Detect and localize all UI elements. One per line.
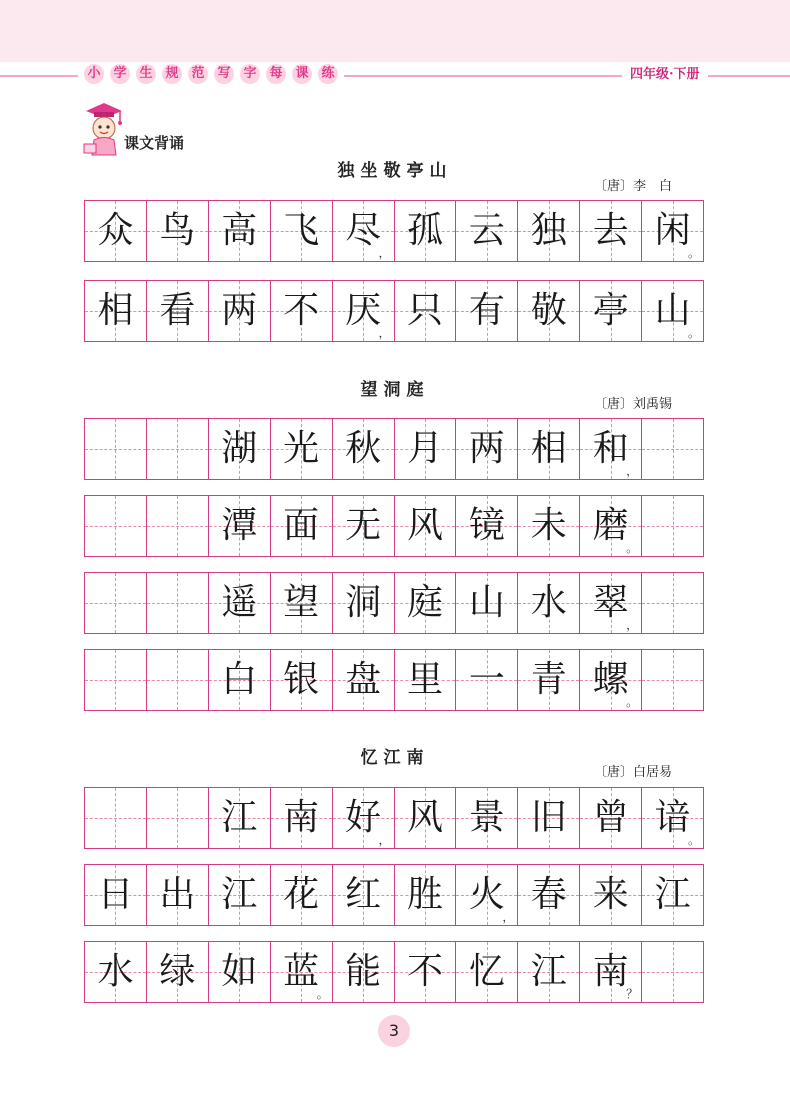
punctuation-mark: ， <box>626 464 639 478</box>
grid-cell <box>85 201 147 261</box>
grid-cell <box>456 201 518 261</box>
hanzi-char: 亭 <box>592 290 629 331</box>
grid-cell <box>209 942 271 1002</box>
grid-cell <box>518 201 580 261</box>
grid-cell <box>85 281 147 341</box>
hanzi-char: 镜 <box>468 505 505 546</box>
grid-cell <box>642 496 703 556</box>
grid-cell <box>456 496 518 556</box>
grid-cell <box>456 650 518 710</box>
punctuation-mark: 。 <box>688 246 701 260</box>
grid-cell <box>642 573 703 633</box>
hanzi-char: 出 <box>159 874 196 915</box>
grid-cell <box>395 865 457 925</box>
hanzi-char: 花 <box>283 874 320 915</box>
hanzi-char: 众 <box>97 210 134 251</box>
grid-cell <box>271 865 333 925</box>
grid-cell <box>209 419 271 479</box>
grid-cell <box>580 201 642 261</box>
series-title-char: 字 <box>240 64 260 84</box>
series-title-char: 生 <box>136 64 156 84</box>
hanzi-char: 里 <box>406 659 443 700</box>
hanzi-char: 景 <box>468 797 505 838</box>
grid-cell <box>147 788 209 848</box>
hanzi-char: 胜 <box>406 874 443 915</box>
hanzi-char: 忆 <box>468 951 505 992</box>
hanzi-char: 曾 <box>592 797 629 838</box>
grid-cell <box>271 942 333 1002</box>
hanzi-char: 飞 <box>283 210 320 251</box>
hanzi-char: 谙 <box>654 797 691 838</box>
writing-grid-row <box>84 864 704 926</box>
grid-cell <box>518 573 580 633</box>
grid-cell <box>456 942 518 1002</box>
hanzi-char: 独 <box>530 210 567 251</box>
grid-cell <box>642 788 703 848</box>
writing-grid-row <box>84 200 704 262</box>
hanzi-char: 鸟 <box>159 210 196 251</box>
grid-cell <box>580 573 642 633</box>
grid-cell <box>395 942 457 1002</box>
grid-cell <box>518 942 580 1002</box>
punctuation-mark: 。 <box>626 695 639 709</box>
grid-cell <box>85 573 147 633</box>
scholar-boy-mascot-icon <box>80 100 124 158</box>
hanzi-char: 磨 <box>592 505 629 546</box>
series-title-char: 规 <box>162 64 182 84</box>
grid-cell <box>456 865 518 925</box>
hanzi-char: 江 <box>221 797 258 838</box>
hanzi-char: 螺 <box>592 659 629 700</box>
hanzi-char: 望 <box>283 582 320 623</box>
section-label: 课文背诵 <box>124 134 185 152</box>
hanzi-char: 绿 <box>159 951 196 992</box>
grid-cell <box>580 788 642 848</box>
grid-cell <box>642 281 703 341</box>
grid-cell <box>395 419 457 479</box>
hanzi-char: 尽 <box>345 210 382 251</box>
grid-cell <box>209 788 271 848</box>
grid-cell <box>147 573 209 633</box>
hanzi-char: 风 <box>406 797 443 838</box>
poem-author: 〔唐〕白居易 <box>594 765 673 780</box>
hanzi-char: 和 <box>592 428 629 469</box>
grid-cell <box>271 496 333 556</box>
grid-cell <box>580 650 642 710</box>
grid-cell <box>209 281 271 341</box>
grid-cell <box>395 281 457 341</box>
grid-cell <box>518 650 580 710</box>
hanzi-char: 只 <box>406 290 443 331</box>
grid-cell <box>333 865 395 925</box>
grid-cell <box>333 650 395 710</box>
grid-cell <box>456 788 518 848</box>
punctuation-mark: 。 <box>626 541 639 555</box>
hanzi-char: 水 <box>97 951 134 992</box>
punctuation-mark: ， <box>378 833 391 847</box>
hanzi-char: 相 <box>530 428 567 469</box>
hanzi-char: 青 <box>530 659 567 700</box>
series-title-char: 范 <box>188 64 208 84</box>
writing-grid-row <box>84 649 704 711</box>
grid-cell <box>147 281 209 341</box>
grid-cell <box>395 788 457 848</box>
grid-cell <box>456 573 518 633</box>
series-title-char: 练 <box>318 64 338 84</box>
grid-cell <box>518 281 580 341</box>
series-title <box>78 64 344 86</box>
grid-cell <box>209 201 271 261</box>
grid-cell <box>518 865 580 925</box>
hanzi-char: 秋 <box>345 428 382 469</box>
grid-cell <box>395 650 457 710</box>
hanzi-char: 相 <box>97 290 134 331</box>
grid-cell <box>147 419 209 479</box>
grid-cell <box>85 942 147 1002</box>
grid-cell <box>333 201 395 261</box>
hanzi-char: 如 <box>221 951 258 992</box>
writing-grid-row <box>84 495 704 557</box>
hanzi-char: 山 <box>654 290 691 331</box>
series-title-char: 写 <box>214 64 234 84</box>
grid-cell <box>209 865 271 925</box>
grid-cell <box>518 419 580 479</box>
series-title-char: 课 <box>292 64 312 84</box>
hanzi-char: 旧 <box>530 797 567 838</box>
poem-title: 望洞庭 <box>360 380 430 400</box>
punctuation-mark: ？ <box>626 987 639 1001</box>
hanzi-char: 好 <box>345 797 382 838</box>
hanzi-char: 江 <box>530 951 567 992</box>
grid-cell <box>85 419 147 479</box>
poem-author: 〔唐〕刘禹锡 <box>594 397 673 412</box>
hanzi-char: 潭 <box>221 505 258 546</box>
grid-cell <box>271 419 333 479</box>
punctuation-mark: ， <box>378 326 391 340</box>
hanzi-char: 敬 <box>530 290 567 331</box>
hanzi-char: 江 <box>221 874 258 915</box>
grid-cell <box>395 496 457 556</box>
series-title-char: 小 <box>84 64 104 84</box>
grade-label: 四年级·下册 <box>622 64 708 86</box>
grid-cell <box>333 573 395 633</box>
grid-cell <box>271 788 333 848</box>
grid-cell <box>395 201 457 261</box>
punctuation-mark: 。 <box>316 987 329 1001</box>
writing-grid-row <box>84 787 704 849</box>
hanzi-char: 看 <box>159 290 196 331</box>
grid-cell <box>209 496 271 556</box>
punctuation-mark: ， <box>626 618 639 632</box>
grid-cell <box>580 419 642 479</box>
header-band <box>0 0 790 62</box>
hanzi-char: 去 <box>592 210 629 251</box>
grid-cell <box>209 650 271 710</box>
writing-grid-row <box>84 572 704 634</box>
hanzi-char: 红 <box>345 874 382 915</box>
hanzi-char: 云 <box>468 210 505 251</box>
hanzi-char: 盘 <box>345 659 382 700</box>
hanzi-char: 两 <box>221 290 258 331</box>
grid-cell <box>518 496 580 556</box>
hanzi-char: 春 <box>530 874 567 915</box>
grid-cell <box>642 419 703 479</box>
hanzi-char: 火 <box>468 874 505 915</box>
hanzi-char: 两 <box>468 428 505 469</box>
hanzi-char: 日 <box>97 874 134 915</box>
punctuation-mark: 。 <box>688 833 701 847</box>
punctuation-mark: 。 <box>688 326 701 340</box>
grid-cell <box>333 419 395 479</box>
writing-grid-row <box>84 941 704 1003</box>
grid-cell <box>147 865 209 925</box>
grid-cell <box>85 496 147 556</box>
grid-cell <box>333 942 395 1002</box>
grid-cell <box>333 496 395 556</box>
hanzi-char: 南 <box>592 951 629 992</box>
hanzi-char: 未 <box>530 505 567 546</box>
grid-cell <box>271 201 333 261</box>
page-number: 3 <box>378 1015 410 1047</box>
hanzi-char: 能 <box>345 951 382 992</box>
hanzi-char: 有 <box>468 290 505 331</box>
grid-cell <box>271 573 333 633</box>
hanzi-char: 白 <box>221 659 258 700</box>
grid-cell <box>642 865 703 925</box>
grid-cell <box>209 573 271 633</box>
hanzi-char: 湖 <box>221 428 258 469</box>
series-title-char: 每 <box>266 64 286 84</box>
hanzi-char: 无 <box>345 505 382 546</box>
poem-title: 独坐敬亭山 <box>337 161 453 181</box>
grid-cell <box>642 942 703 1002</box>
hanzi-char: 水 <box>530 582 567 623</box>
grid-cell <box>456 419 518 479</box>
hanzi-char: 来 <box>592 874 629 915</box>
grid-cell <box>580 942 642 1002</box>
hanzi-char: 庭 <box>406 582 443 623</box>
hanzi-char: 月 <box>406 428 443 469</box>
writing-grid-row <box>84 418 704 480</box>
hanzi-char: 南 <box>283 797 320 838</box>
grid-cell <box>271 281 333 341</box>
grid-cell <box>147 650 209 710</box>
grid-cell <box>642 201 703 261</box>
punctuation-mark: ， <box>502 910 515 924</box>
grid-cell <box>85 865 147 925</box>
grid-cell <box>147 942 209 1002</box>
grid-cell <box>518 788 580 848</box>
hanzi-char: 蓝 <box>283 951 320 992</box>
writing-grid-row <box>84 280 704 342</box>
series-title-char: 学 <box>110 64 130 84</box>
hanzi-char: 高 <box>221 210 258 251</box>
hanzi-char: 翠 <box>592 582 629 623</box>
grid-cell <box>580 865 642 925</box>
hanzi-char: 江 <box>654 874 691 915</box>
grid-cell <box>333 281 395 341</box>
hanzi-char: 厌 <box>345 290 382 331</box>
punctuation-mark: ， <box>378 246 391 260</box>
hanzi-char: 银 <box>283 659 320 700</box>
grid-cell <box>271 650 333 710</box>
grid-cell <box>85 788 147 848</box>
hanzi-char: 光 <box>283 428 320 469</box>
hanzi-char: 不 <box>283 290 320 331</box>
poem-author: 〔唐〕李 白 <box>594 179 673 194</box>
grid-cell <box>147 496 209 556</box>
hanzi-char: 洞 <box>345 582 382 623</box>
hanzi-char: 闲 <box>654 210 691 251</box>
grid-cell <box>580 281 642 341</box>
hanzi-char: 风 <box>406 505 443 546</box>
grid-cell <box>580 496 642 556</box>
grid-cell <box>333 788 395 848</box>
grid-cell <box>147 201 209 261</box>
hanzi-char: 不 <box>406 951 443 992</box>
poem-title: 忆江南 <box>360 748 430 768</box>
hanzi-char: 孤 <box>406 210 443 251</box>
hanzi-char: 遥 <box>221 582 258 623</box>
grid-cell <box>85 650 147 710</box>
grid-cell <box>395 573 457 633</box>
grid-cell <box>642 650 703 710</box>
grid-cell <box>456 281 518 341</box>
hanzi-char: 山 <box>468 582 505 623</box>
hanzi-char: 一 <box>468 659 505 700</box>
hanzi-char: 面 <box>283 505 320 546</box>
